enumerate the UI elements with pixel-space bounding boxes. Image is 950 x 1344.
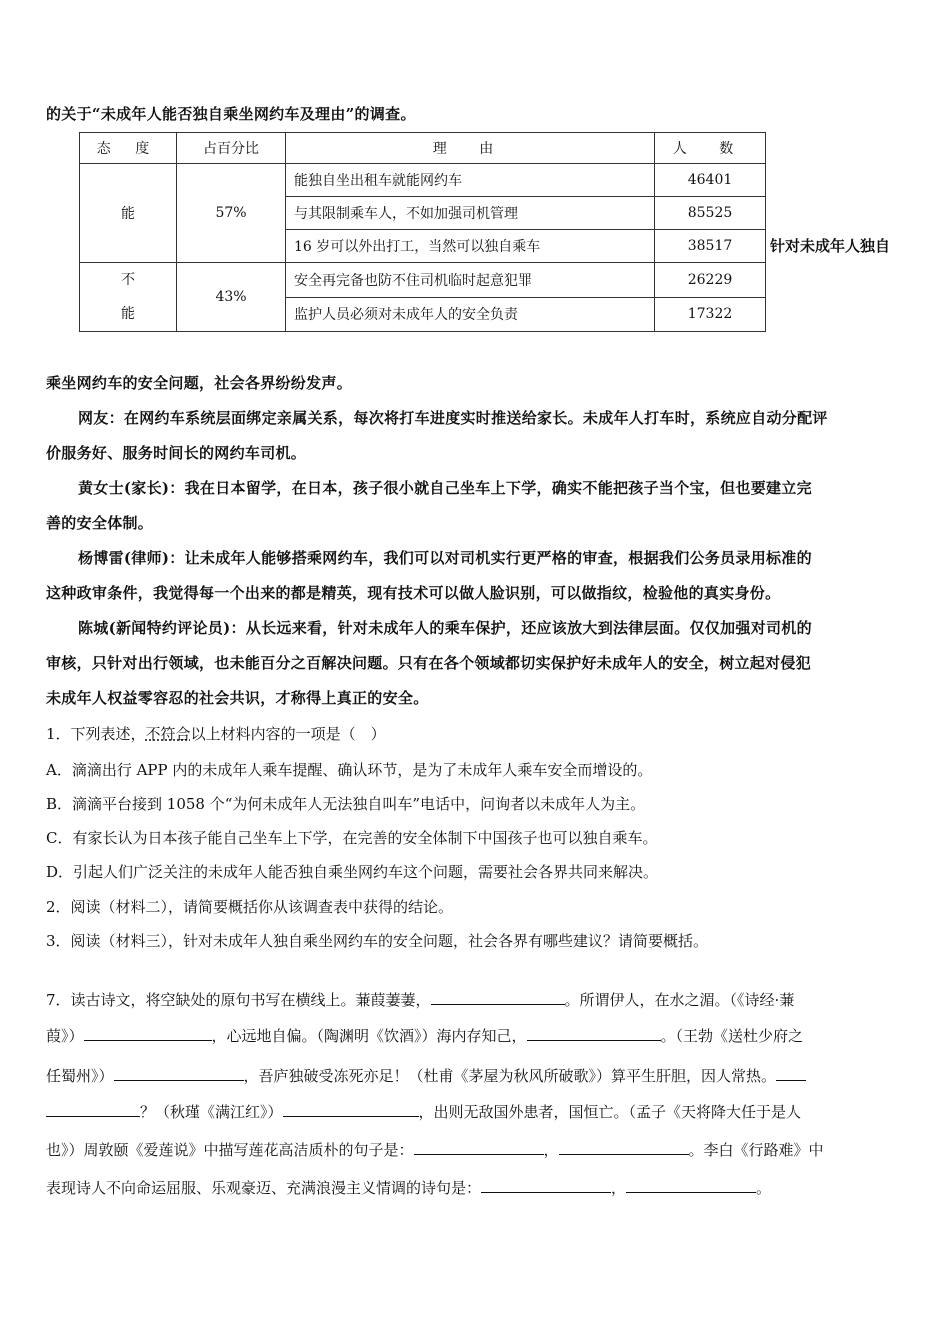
reason-cell: 安全再完备也防不住司机临时起意犯罪	[286, 263, 655, 298]
question-1-prefix: 1．下列表述，	[46, 725, 146, 743]
answer-blank[interactable]	[559, 1140, 689, 1155]
answer-blank[interactable]	[46, 1102, 140, 1117]
question-1-suffix: 以上材料内容的一项是（ ）	[190, 725, 386, 743]
reason-cell: 能独自坐出租车就能网约车	[286, 164, 655, 197]
q7-text: 也》）周敦颐《爱莲说》中描写莲花高洁质朴的句子是：	[46, 1141, 414, 1159]
count-cell: 85525	[655, 197, 766, 230]
table-row	[80, 263, 766, 298]
q7-text: ，心远地自偏。（陶渊明《饮酒》）海内存知己，	[211, 1027, 527, 1045]
header-reason: 理 由	[286, 133, 655, 164]
q7-text: 。（王勃《送杜少府之	[660, 1027, 804, 1045]
q7-line	[46, 1140, 824, 1160]
q7-line	[46, 1026, 803, 1046]
material3-line: 善的安全体制。	[46, 514, 154, 532]
q7-text: 。所谓伊人，在水之湄。（《诗经·蒹	[564, 991, 795, 1009]
material3-line: 陈城(新闻特约评论员)：从长远来看，针对未成年人的乘车保护，还应该放大到法律层面。仅仅加强对司机的	[78, 619, 812, 637]
reason-cell: 16 岁可以外出打工，当然可以独自乘车	[286, 230, 655, 263]
material3-line: 网友：在网约车系统层面绑定亲属关系，每次将打车进度实时推送给家长。未成年人打车时，系统应自动分配评	[78, 409, 828, 427]
answer-blank[interactable]	[414, 1140, 544, 1155]
reason-cell: 监护人员必须对未成年人的安全负责	[286, 297, 655, 332]
q7-line	[46, 1178, 771, 1198]
material3-line: 杨博雷(律师)：让未成年人能够搭乘网约车，我们可以对司机实行更严格的审查，根据我们公务员录用标准的	[78, 549, 812, 567]
q7-text: ，	[543, 1141, 559, 1159]
table-row	[80, 164, 766, 197]
q7-text: 。李白《行路难》中	[688, 1141, 824, 1159]
header-count: 人 数	[655, 133, 766, 164]
q7-text: 表现诗人不向命运屈服、乐观豪迈、充满浪漫主义情调的诗句是：	[46, 1179, 482, 1197]
table-header-row	[80, 133, 766, 164]
answer-blank[interactable]	[626, 1178, 756, 1193]
option-b: B．滴滴平台接到 1058 个“为何未成年人无法独自叫车”电话中，问询者以未成年人为主。	[46, 795, 646, 813]
question-3: 3．阅读（材料三），针对未成年人独自乘坐网约车的安全问题，社会各界有哪些建议？请简要概括。	[46, 932, 709, 950]
count-cell: 38517	[655, 230, 766, 263]
q7-line	[46, 1102, 801, 1122]
side-note: 针对未成年人独自	[770, 237, 891, 255]
answer-blank[interactable]	[84, 1026, 212, 1041]
header-attitude: 态 度	[80, 133, 177, 164]
q7-line	[46, 990, 794, 1010]
q7-text: ，出则无敌国外患者，国恒亡。（孟子《天将降大任于是人	[418, 1103, 802, 1121]
material3-line: 审核，只针对出行领域，也未能百分之百解决问题。只有在各个领域都切实保护好未成年人的安全，树立起对侵犯	[46, 654, 812, 672]
attitude-cell: 能	[80, 164, 177, 263]
question-2: 2．阅读（材料二），请简要概括你从该调查表中获得的结论。	[46, 898, 454, 916]
q7-text: 葭》）	[46, 1027, 84, 1045]
percent-cell: 43%	[177, 263, 286, 332]
material3-line: 黄女士(家长)：我在日本留学，在日本，孩子很小就自己坐车上下学，确实不能把孩子当个宝，但也要建立完	[78, 479, 812, 497]
percent-cell: 57%	[177, 164, 286, 263]
answer-blank[interactable]	[776, 1066, 806, 1081]
q7-line	[46, 1066, 806, 1086]
count-cell: 26229	[655, 263, 766, 298]
option-a: A．滴滴出行 APP 内的未成年人乘车提醒、确认环节，是为了未成年人乘车安全而增设的。	[46, 761, 653, 779]
q7-text: 任蜀州》）	[46, 1067, 114, 1085]
answer-blank[interactable]	[114, 1066, 244, 1081]
q7-text: ，吾庐独破受冻死亦足！（杜甫《茅屋为秋风所破歌》）算平生肝胆，因人常热。	[243, 1067, 777, 1085]
material3-line: 这种政审条件，我觉得每一个出来的都是精英，现有技术可以做人脸识别，可以做指纹，检验他的真实身份。	[46, 584, 781, 602]
answer-blank[interactable]	[431, 990, 565, 1005]
header-percent: 占百分比	[177, 133, 286, 164]
option-c: C．有家长认为日本孩子能自己坐车上下学，在完善的安全体制下中国孩子也可以独自乘车。	[46, 829, 658, 847]
count-cell: 17322	[655, 297, 766, 332]
answer-blank[interactable]	[527, 1026, 661, 1041]
survey-table	[79, 132, 766, 332]
attitude-cell: 不 能	[80, 263, 177, 332]
q7-text: ，	[611, 1179, 627, 1197]
intro-line: 的关于“未成年人能否独自乘坐网约车及理由”的调查。	[46, 105, 416, 123]
count-cell: 46401	[655, 164, 766, 197]
answer-blank[interactable]	[481, 1178, 611, 1193]
reason-cell: 与其限制乘车人，不如加强司机管理	[286, 197, 655, 230]
question-1	[46, 724, 386, 744]
option-d: D．引起人们广泛关注的未成年人能否独自乘坐网约车这个问题，需要社会各界共同来解决。	[46, 863, 659, 881]
q7-text: 。	[756, 1179, 772, 1197]
material3-line: 乘坐网约车的安全问题，社会各界纷纷发声。	[46, 374, 353, 392]
q7-text: ？（秋瑾《满江红》）	[140, 1103, 283, 1121]
material3-line: 未成年人权益零容忍的社会共识，才称得上真正的安全。	[46, 689, 429, 707]
answer-blank[interactable]	[283, 1102, 419, 1117]
material3-line: 价服务好、服务时间长的网约车司机。	[46, 444, 307, 462]
q7-text: 7．读古诗文，将空缺处的原句书写在横线上。蒹葭萋萋，	[46, 991, 431, 1009]
question-1-emphasis: 不符合	[145, 725, 191, 743]
